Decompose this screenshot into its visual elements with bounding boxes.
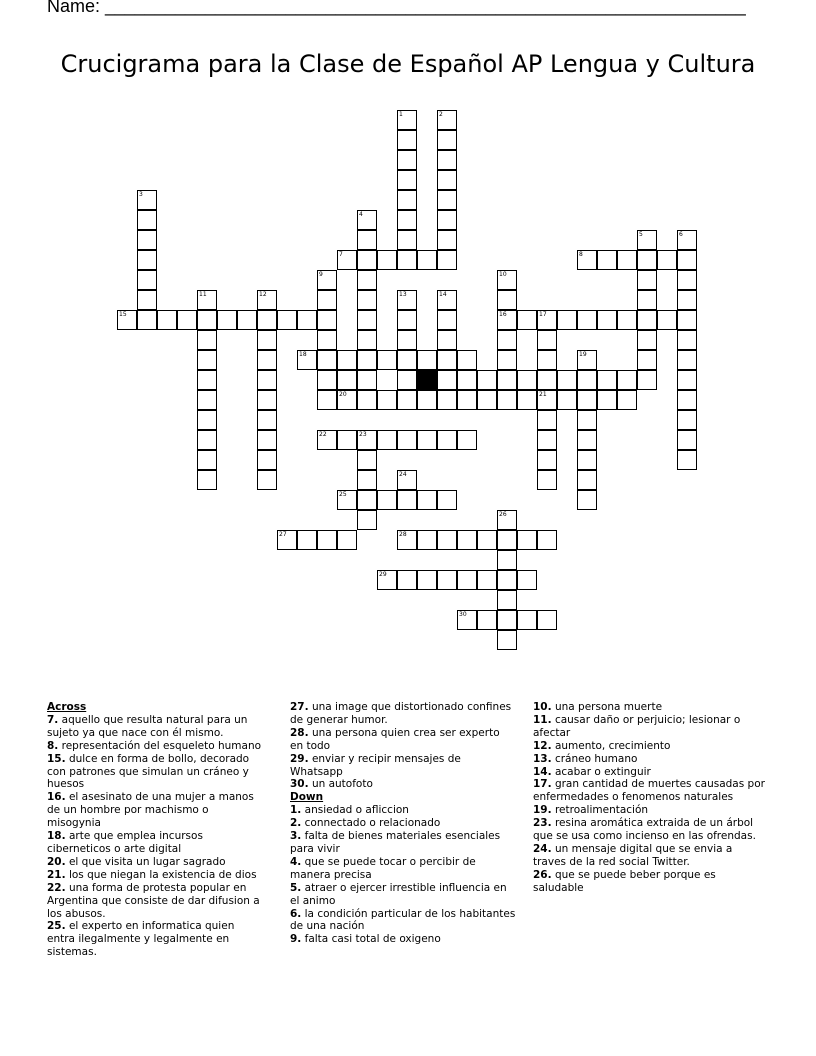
grid-cell[interactable] <box>337 250 357 270</box>
clue-number: 23 <box>359 431 367 438</box>
grid-cell[interactable] <box>577 470 597 490</box>
grid-cell[interactable] <box>257 470 277 490</box>
grid-cell[interactable] <box>317 430 337 450</box>
across-clue: 22. una forma de protesta popular en Argentina que consiste de dar difusion a los abusos. <box>47 881 260 920</box>
grid-cell[interactable] <box>277 310 297 330</box>
grid-cell[interactable] <box>217 310 237 330</box>
shaded-cell <box>417 370 437 390</box>
grid-cell[interactable] <box>137 290 157 310</box>
grid-cell[interactable] <box>457 610 477 630</box>
grid-cell[interactable] <box>257 410 277 430</box>
grid-cell[interactable] <box>397 110 417 130</box>
grid-cell[interactable] <box>517 310 537 330</box>
clue-number: 29 <box>379 571 387 578</box>
grid-cell[interactable] <box>437 210 457 230</box>
grid-cell[interactable] <box>437 430 457 450</box>
grid-cell[interactable] <box>437 290 457 310</box>
grid-cell[interactable] <box>257 330 277 350</box>
grid-cell[interactable] <box>417 570 437 590</box>
down-clue: 24. un mensaje digital que se envia a traves de la red social Twitter. <box>533 842 733 868</box>
grid-cell[interactable] <box>437 330 457 350</box>
across-clue: 21. los que niegan la existencia de dios <box>47 868 257 881</box>
grid-cell[interactable] <box>397 230 417 250</box>
clue-number: 5 <box>639 231 643 238</box>
grid-cell[interactable] <box>677 390 697 410</box>
grid-cell[interactable] <box>537 430 557 450</box>
grid-cell[interactable] <box>357 210 377 230</box>
clue-number: 3 <box>139 191 143 198</box>
grid-cell[interactable] <box>597 370 617 390</box>
grid-cell[interactable] <box>337 390 357 410</box>
grid-cell[interactable] <box>197 290 217 310</box>
clue-number: 22 <box>319 431 327 438</box>
grid-cell[interactable] <box>417 390 437 410</box>
down-clue: 14. acabar o extinguir <box>533 765 651 778</box>
clue-number: 17 <box>539 311 547 318</box>
grid-cell[interactable] <box>317 330 337 350</box>
grid-cell[interactable] <box>677 290 697 310</box>
grid-cell[interactable] <box>357 290 377 310</box>
grid-cell[interactable] <box>357 510 377 530</box>
grid-cell[interactable] <box>477 390 497 410</box>
clue-number: 1 <box>399 111 403 118</box>
grid-cell[interactable] <box>597 310 617 330</box>
name-field[interactable]: Name: ________________________________________________________________ <box>47 0 746 16</box>
grid-cell[interactable] <box>537 370 557 390</box>
grid-cell[interactable] <box>357 430 377 450</box>
grid-cell[interactable] <box>357 230 377 250</box>
grid-cell[interactable] <box>597 250 617 270</box>
across-clue: 28. una persona quien crea ser experto en todo <box>290 726 500 752</box>
grid-cell[interactable] <box>357 470 377 490</box>
grid-cell[interactable] <box>577 430 597 450</box>
grid-cell[interactable] <box>397 370 417 390</box>
clue-number: 7 <box>339 251 343 258</box>
grid-cell[interactable] <box>357 350 377 370</box>
grid-cell[interactable] <box>497 510 517 530</box>
down-clue: 3. falta de bienes materiales esenciales para vivir <box>290 830 501 855</box>
down-clue: 10. una persona muerte <box>533 701 663 713</box>
grid-cell[interactable] <box>517 610 537 630</box>
down-clue: 9. falta casi total de oxigeno <box>290 933 441 946</box>
grid-cell[interactable] <box>397 310 417 330</box>
grid-cell[interactable] <box>497 550 517 570</box>
grid-cell[interactable] <box>197 470 217 490</box>
grid-cell[interactable] <box>337 530 357 550</box>
grid-cell[interactable] <box>457 350 477 370</box>
clues-column-2 <box>290 701 516 946</box>
grid-cell[interactable] <box>437 170 457 190</box>
grid-cell[interactable] <box>197 370 217 390</box>
clue-number: 8 <box>579 251 583 258</box>
grid-cell[interactable] <box>637 350 657 370</box>
grid-cell[interactable] <box>197 350 217 370</box>
grid-cell[interactable] <box>417 490 437 510</box>
across-clue: 29. enviar y recipir mensajes de Whatsapp <box>290 752 461 778</box>
grid-cell[interactable] <box>437 570 457 590</box>
grid-cell[interactable] <box>337 370 357 390</box>
grid-cell[interactable] <box>537 350 557 370</box>
grid-cell[interactable] <box>277 530 297 550</box>
grid-cell[interactable] <box>677 310 697 330</box>
clue-number: 12 <box>259 291 267 298</box>
across-clue: 30. un autofoto <box>290 778 373 791</box>
grid-cell[interactable] <box>517 530 537 550</box>
grid-cell[interactable] <box>617 250 637 270</box>
across-clue: 7. aquello que resulta natural para un sujeto ya que nace con él mismo. <box>47 713 248 739</box>
grid-cell[interactable] <box>617 310 637 330</box>
down-heading: Down <box>290 791 324 804</box>
grid-cell[interactable] <box>137 190 157 210</box>
grid-cell[interactable] <box>637 310 657 330</box>
grid-cell[interactable] <box>437 190 457 210</box>
grid-cell[interactable] <box>137 230 157 250</box>
across-clue: 20. el que visita un lugar sagrado <box>47 855 226 868</box>
grid-cell[interactable] <box>397 130 417 150</box>
grid-cell[interactable] <box>417 250 437 270</box>
grid-cell[interactable] <box>537 310 557 330</box>
down-clue: 12. aumento, crecimiento <box>533 739 671 752</box>
down-clue: 4. que se puede tocar o percibir de manera precisa <box>290 855 476 881</box>
grid-cell[interactable] <box>317 390 337 410</box>
grid-cell[interactable] <box>677 350 697 370</box>
grid-cell[interactable] <box>397 350 417 370</box>
grid-cell[interactable] <box>537 610 557 630</box>
grid-cell[interactable] <box>397 530 417 550</box>
grid-cell[interactable] <box>457 570 477 590</box>
grid-cell[interactable] <box>637 330 657 350</box>
clues-column-1 <box>47 701 265 959</box>
grid-cell[interactable] <box>637 290 657 310</box>
grid-cell[interactable] <box>397 190 417 210</box>
grid-cell[interactable] <box>577 390 597 410</box>
grid-cell[interactable] <box>637 230 657 250</box>
across-heading: Across <box>47 701 87 713</box>
clue-number: 20 <box>339 391 347 398</box>
grid-cell[interactable] <box>577 250 597 270</box>
grid-cell[interactable] <box>537 390 557 410</box>
clues-column-3 <box>533 701 765 895</box>
grid-cell[interactable] <box>677 430 697 450</box>
grid-cell[interactable] <box>577 350 597 370</box>
grid-cell[interactable] <box>477 530 497 550</box>
grid-cell[interactable] <box>317 530 337 550</box>
grid-cell[interactable] <box>437 390 457 410</box>
clue-number: 18 <box>299 351 307 358</box>
across-clue: 16. el asesinato de una mujer a manos de un hombre por machismo o misogynia <box>47 791 254 830</box>
clue-number: 28 <box>399 531 407 538</box>
grid-cell[interactable] <box>597 390 617 410</box>
grid-cell[interactable] <box>637 250 657 270</box>
grid-cell[interactable] <box>417 530 437 550</box>
grid-cell[interactable] <box>537 450 557 470</box>
grid-cell[interactable] <box>537 530 557 550</box>
clue-number: 30 <box>459 611 467 618</box>
grid-cell[interactable] <box>337 430 357 450</box>
clue-number: 27 <box>279 531 287 538</box>
clue-number: 21 <box>539 391 547 398</box>
clue-number: 26 <box>499 511 507 518</box>
grid-cell[interactable] <box>257 350 277 370</box>
grid-cell[interactable] <box>557 390 577 410</box>
grid-cell[interactable] <box>497 290 517 310</box>
grid-cell[interactable] <box>357 490 377 510</box>
grid-cell[interactable] <box>377 430 397 450</box>
grid-cell[interactable] <box>197 330 217 350</box>
grid-cell[interactable] <box>537 330 557 350</box>
grid-cell[interactable] <box>497 330 517 350</box>
grid-cell[interactable] <box>537 410 557 430</box>
grid-cell[interactable] <box>397 570 417 590</box>
grid-cell[interactable] <box>577 370 597 390</box>
grid-cell[interactable] <box>197 410 217 430</box>
grid-cell[interactable] <box>517 390 537 410</box>
grid-cell[interactable] <box>377 350 397 370</box>
grid-cell[interactable] <box>357 370 377 390</box>
grid-cell[interactable] <box>497 350 517 370</box>
across-clue: 25. el experto en informatica quien entra ilegalmente y legalmente en sistemas. <box>47 920 235 959</box>
grid-cell[interactable] <box>677 270 697 290</box>
grid-cell[interactable] <box>317 350 337 370</box>
grid-cell[interactable] <box>437 150 457 170</box>
grid-cell[interactable] <box>477 370 497 390</box>
grid-cell[interactable] <box>477 570 497 590</box>
down-clue: 2. connectado o relacionado <box>290 817 441 830</box>
grid-cell[interactable] <box>497 390 517 410</box>
grid-cell[interactable] <box>477 610 497 630</box>
grid-cell[interactable] <box>457 530 477 550</box>
grid-cell[interactable] <box>137 270 157 290</box>
grid-cell[interactable] <box>197 310 217 330</box>
grid-cell[interactable] <box>357 450 377 470</box>
grid-cell[interactable] <box>437 310 457 330</box>
grid-cell[interactable] <box>357 330 377 350</box>
grid-cell[interactable] <box>677 410 697 430</box>
grid-cell[interactable] <box>557 370 577 390</box>
grid-cell[interactable] <box>437 530 457 550</box>
grid-cell[interactable] <box>357 270 377 290</box>
grid-cell[interactable] <box>637 370 657 390</box>
grid-cell[interactable] <box>377 390 397 410</box>
grid-cell[interactable] <box>497 630 517 650</box>
across-clue: 18. arte que emplea incursos ciberneticos o arte digital <box>47 830 203 855</box>
grid-cell[interactable] <box>577 450 597 470</box>
grid-cell[interactable] <box>617 390 637 410</box>
grid-cell[interactable] <box>677 330 697 350</box>
grid-cell[interactable] <box>257 430 277 450</box>
grid-cell[interactable] <box>397 150 417 170</box>
across-clue: 15. dulce en forma de bollo, decorado con patrones que simulan un cráneo y huesos <box>47 752 250 791</box>
grid-cell[interactable] <box>617 370 637 390</box>
grid-cell[interactable] <box>157 310 177 330</box>
grid-cell[interactable] <box>257 310 277 330</box>
grid-cell[interactable] <box>437 230 457 250</box>
grid-cell[interactable] <box>517 370 537 390</box>
grid-cell[interactable] <box>397 250 417 270</box>
down-clue: 1. ansiedad o afliccion <box>290 804 409 817</box>
down-clue: 6. la condición particular de los habitantes de una nación <box>290 907 516 933</box>
grid-cell[interactable] <box>437 130 457 150</box>
grid-cell[interactable] <box>437 350 457 370</box>
clue-number: 16 <box>499 311 507 318</box>
grid-cell[interactable] <box>437 490 457 510</box>
grid-cell[interactable] <box>317 290 337 310</box>
grid-cell[interactable] <box>337 350 357 370</box>
grid-cell[interactable] <box>377 490 397 510</box>
down-clue: 23. resina aromática extraida de un árbol que se usa como incienso en las ofrendas. <box>533 817 756 843</box>
grid-cell[interactable] <box>577 490 597 510</box>
grid-cell[interactable] <box>397 470 417 490</box>
grid-cell[interactable] <box>177 310 197 330</box>
down-clue: 5. atraer o ejercer irrestible influencia en el animo <box>290 881 507 907</box>
grid-cell[interactable] <box>417 430 437 450</box>
grid-cell[interactable] <box>397 430 417 450</box>
grid-cell[interactable] <box>457 430 477 450</box>
grid-cell[interactable] <box>317 370 337 390</box>
clue-number: 2 <box>439 111 443 118</box>
grid-cell[interactable] <box>397 290 417 310</box>
grid-cell[interactable] <box>357 310 377 330</box>
grid-cell[interactable] <box>137 250 157 270</box>
grid-cell[interactable] <box>657 250 677 270</box>
grid-cell[interactable] <box>297 310 317 330</box>
clue-number: 19 <box>579 351 587 358</box>
grid-cell[interactable] <box>537 470 557 490</box>
clue-number: 13 <box>399 291 407 298</box>
page-title: Crucigrama para la Clase de Español AP Lengua y Cultura <box>60 50 756 78</box>
grid-cell[interactable] <box>437 250 457 270</box>
down-clue: 19. retroalimentación <box>533 804 649 817</box>
across-clue: 27. una image que distortionado confines de generar humor. <box>290 701 512 726</box>
clue-number: 14 <box>439 291 447 298</box>
grid-cell[interactable] <box>377 570 397 590</box>
clue-number: 9 <box>319 271 323 278</box>
grid-cell[interactable] <box>117 310 137 330</box>
grid-cell[interactable] <box>397 210 417 230</box>
grid-cell[interactable] <box>377 250 397 270</box>
clue-number: 24 <box>399 471 407 478</box>
grid-cell[interactable] <box>577 410 597 430</box>
grid-cell[interactable] <box>497 590 517 610</box>
grid-cell[interactable] <box>437 110 457 130</box>
grid-cell[interactable] <box>397 490 417 510</box>
clue-number: 11 <box>199 291 207 298</box>
grid-cell[interactable] <box>357 250 377 270</box>
grid-cell[interactable] <box>437 370 457 390</box>
across-clue: 8. representación del esqueleto humano <box>47 739 262 752</box>
grid-cell[interactable] <box>257 450 277 470</box>
grid-cell[interactable] <box>577 310 597 330</box>
grid-cell[interactable] <box>677 370 697 390</box>
clue-number: 6 <box>679 231 683 238</box>
grid-cell[interactable] <box>517 570 537 590</box>
grid-cell[interactable] <box>297 350 317 370</box>
grid-cell[interactable] <box>497 310 517 330</box>
down-clue: 13. cráneo humano <box>533 752 638 765</box>
grid-cell[interactable] <box>497 370 517 390</box>
clue-number: 10 <box>499 271 507 278</box>
grid-cell[interactable] <box>197 430 217 450</box>
grid-cell[interactable] <box>317 270 337 290</box>
down-clue: 17. gran cantidad de muertes causadas por enfermedades o fenomenos naturales <box>533 778 765 804</box>
grid-cell[interactable] <box>297 530 317 550</box>
grid-cell[interactable] <box>557 310 577 330</box>
clue-number: 4 <box>359 211 363 218</box>
grid-cell[interactable] <box>397 330 417 350</box>
grid-cell[interactable] <box>677 450 697 470</box>
down-clue: 26. que se puede beber porque es saludable <box>533 868 716 894</box>
grid-cell[interactable] <box>257 390 277 410</box>
grid-cell[interactable] <box>257 290 277 310</box>
grid-cell[interactable] <box>497 570 517 590</box>
clue-number: 15 <box>119 311 127 318</box>
grid-cell[interactable] <box>677 250 697 270</box>
grid-cell[interactable] <box>137 210 157 230</box>
grid-cell[interactable] <box>257 370 277 390</box>
grid-cell[interactable] <box>397 170 417 190</box>
grid-cell[interactable] <box>397 390 417 410</box>
grid-cell[interactable] <box>417 350 437 370</box>
grid-cell[interactable] <box>137 310 157 330</box>
grid-cell[interactable] <box>677 230 697 250</box>
grid-cell[interactable] <box>237 310 257 330</box>
grid-cell[interactable] <box>457 390 477 410</box>
grid-cell[interactable] <box>497 610 517 630</box>
grid-cell[interactable] <box>197 450 217 470</box>
grid-cell[interactable] <box>357 390 377 410</box>
grid-cell[interactable] <box>657 310 677 330</box>
clue-number: 25 <box>339 491 347 498</box>
grid-cell[interactable] <box>197 390 217 410</box>
grid-cell[interactable] <box>457 370 477 390</box>
grid-cell[interactable] <box>317 310 337 330</box>
grid-cell[interactable] <box>497 270 517 290</box>
grid-cell[interactable] <box>637 270 657 290</box>
grid-cell[interactable] <box>337 490 357 510</box>
down-clue: 11. causar daño or perjuicio; lesionar o afectar <box>533 713 741 739</box>
grid-cell[interactable] <box>497 530 517 550</box>
